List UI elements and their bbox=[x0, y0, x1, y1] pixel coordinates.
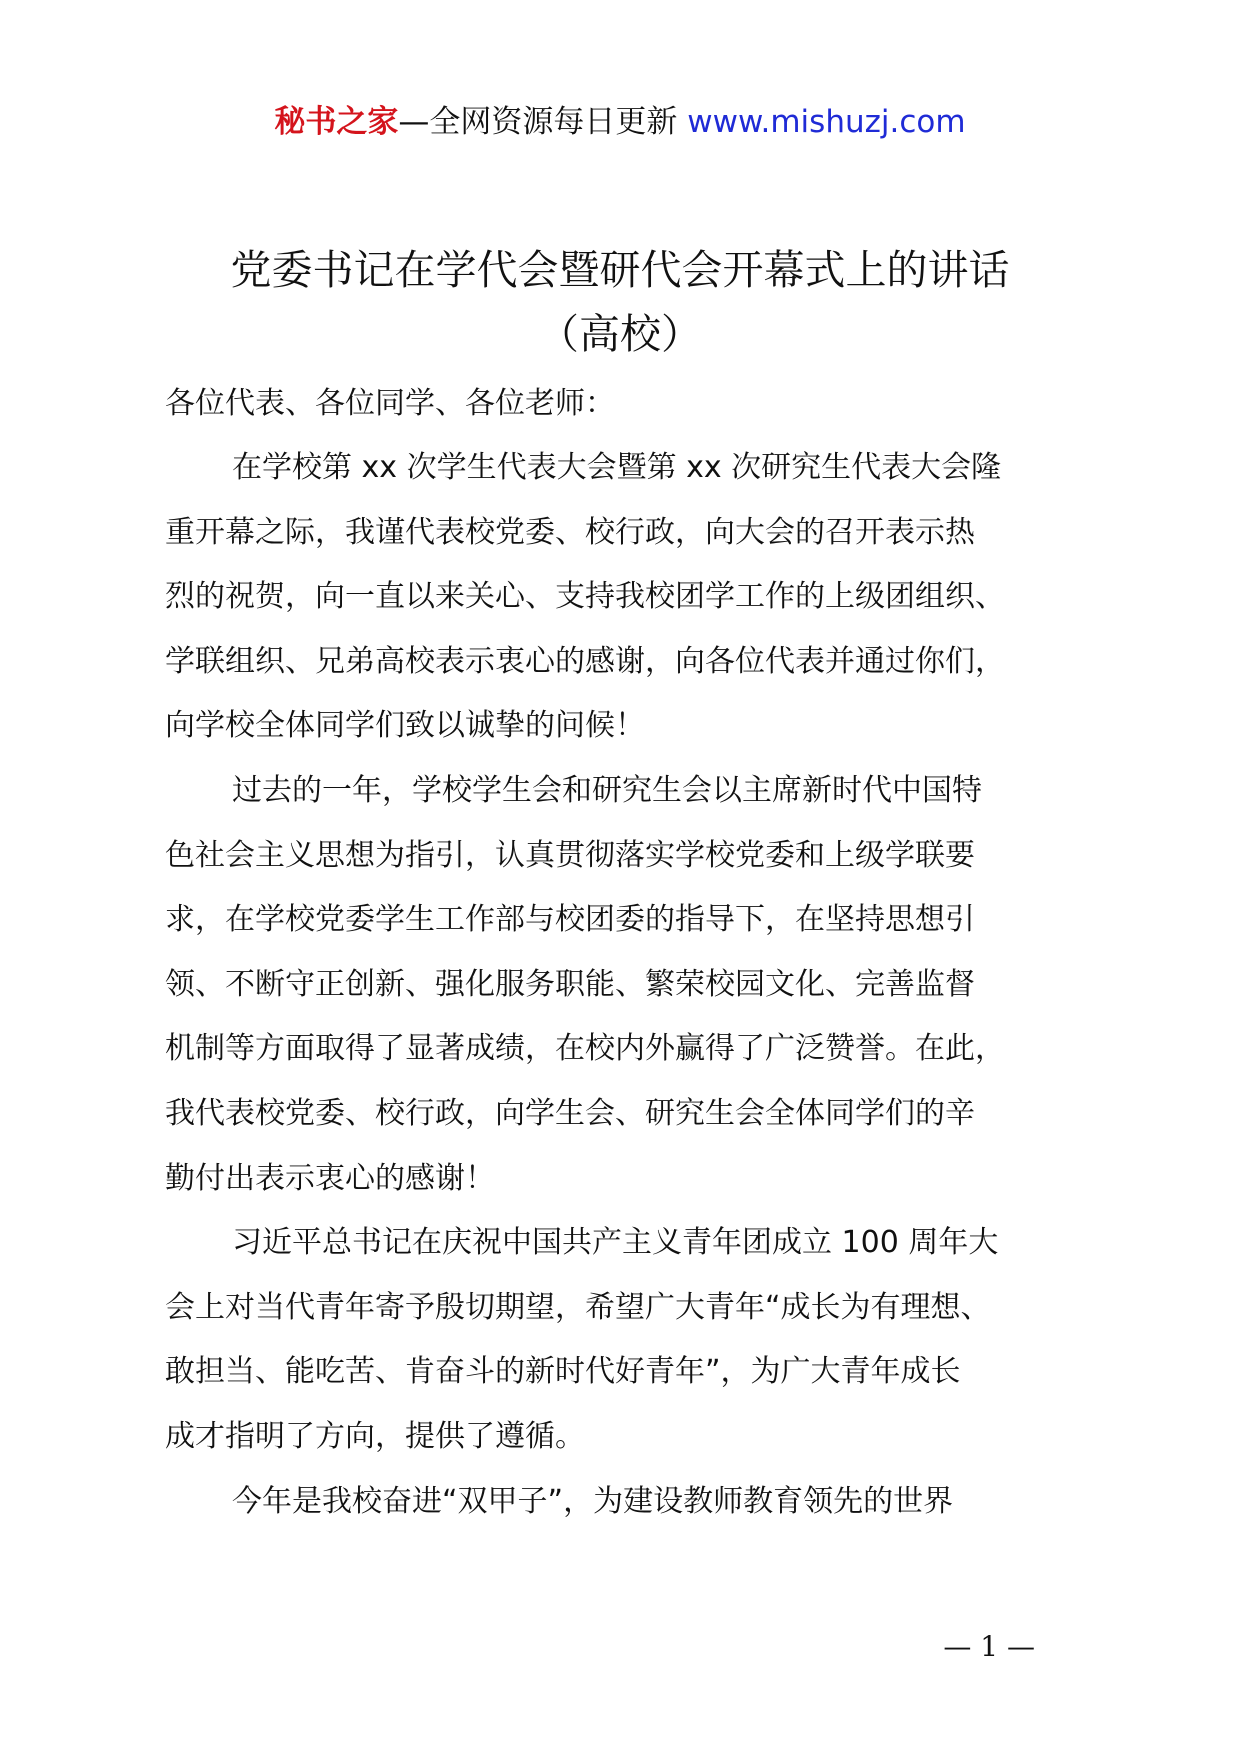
document-body bbox=[165, 372, 1125, 1534]
paragraph bbox=[165, 1470, 1125, 1535]
paragraph-line: 敢担当、能吃苦、肯奋斗的新时代好青年”，为广大青年成长 bbox=[165, 1354, 961, 1390]
site-slogan: —全网资源每日更新 bbox=[398, 104, 688, 140]
title-line-1: 党委书记在学代会暨研代会开幕式上的讲话 bbox=[230, 246, 1010, 294]
paragraph-line: 在学校第 xx 次学生代表大会暨第 xx 次研究生代表大会隆 bbox=[232, 450, 1002, 485]
paragraph bbox=[165, 1211, 1125, 1469]
page-number: — 1 — bbox=[943, 1630, 1035, 1663]
paragraph-line: 成才指明了方向，提供了遵循。 bbox=[165, 1418, 585, 1454]
paragraph-line: 会上对当代青年寄予殷切期望，希望广大青年“成长为有理想、 bbox=[165, 1289, 991, 1325]
paragraph-line: 学联组织、兄弟高校表示衷心的感谢，向各位代表并通过你们， bbox=[165, 643, 1005, 679]
paragraph bbox=[165, 759, 1125, 1211]
paragraph-line: 求，在学校党委学生工作部与校团委的指导下，在坚持思想引 bbox=[165, 902, 975, 938]
paragraph-line: 烈的祝贺，向一直以来关心、支持我校团学工作的上级团组织、 bbox=[165, 579, 1005, 615]
paragraph-line: 习近平总书记在庆祝中国共产主义青年团成立 100 周年大 bbox=[232, 1225, 999, 1261]
paragraph-line: 勤付出表示衷心的感谢！ bbox=[165, 1160, 495, 1196]
paragraph-line: 重开幕之际，我谨代表校党委、校行政，向大会的召开表示热 bbox=[165, 514, 975, 550]
site-header bbox=[0, 100, 1240, 144]
site-url-link[interactable]: www.mishuzj.com bbox=[687, 104, 966, 140]
paragraph-line: 过去的一年，学校学生会和研究生会以主席新时代中国特 bbox=[232, 772, 982, 808]
paragraph-line: 向学校全体同学们致以诚挚的问候！ bbox=[165, 708, 645, 744]
salutation: 各位代表、各位同学、各位老师： bbox=[165, 386, 615, 421]
paragraph-line: 领、不断守正创新、强化服务职能、繁荣校园文化、完善监督 bbox=[165, 966, 975, 1002]
paragraph-line: 今年是我校奋进“双甲子”，为建设教师教育领先的世界 bbox=[232, 1483, 954, 1519]
title-line-2: （高校） bbox=[538, 310, 702, 358]
paragraph bbox=[165, 436, 1125, 759]
site-brand: 秘书之家 bbox=[274, 104, 399, 140]
paragraph-line: 色社会主义思想为指引，认真贯彻落实学校党委和上级学联要 bbox=[165, 837, 975, 873]
paragraph-line: 机制等方面取得了显著成绩，在校内外赢得了广泛赞誉。在此， bbox=[165, 1031, 1005, 1067]
document-title bbox=[0, 238, 1240, 366]
paragraph-line: 我代表校党委、校行政，向学生会、研究生会全体同学们的辛 bbox=[165, 1095, 975, 1131]
